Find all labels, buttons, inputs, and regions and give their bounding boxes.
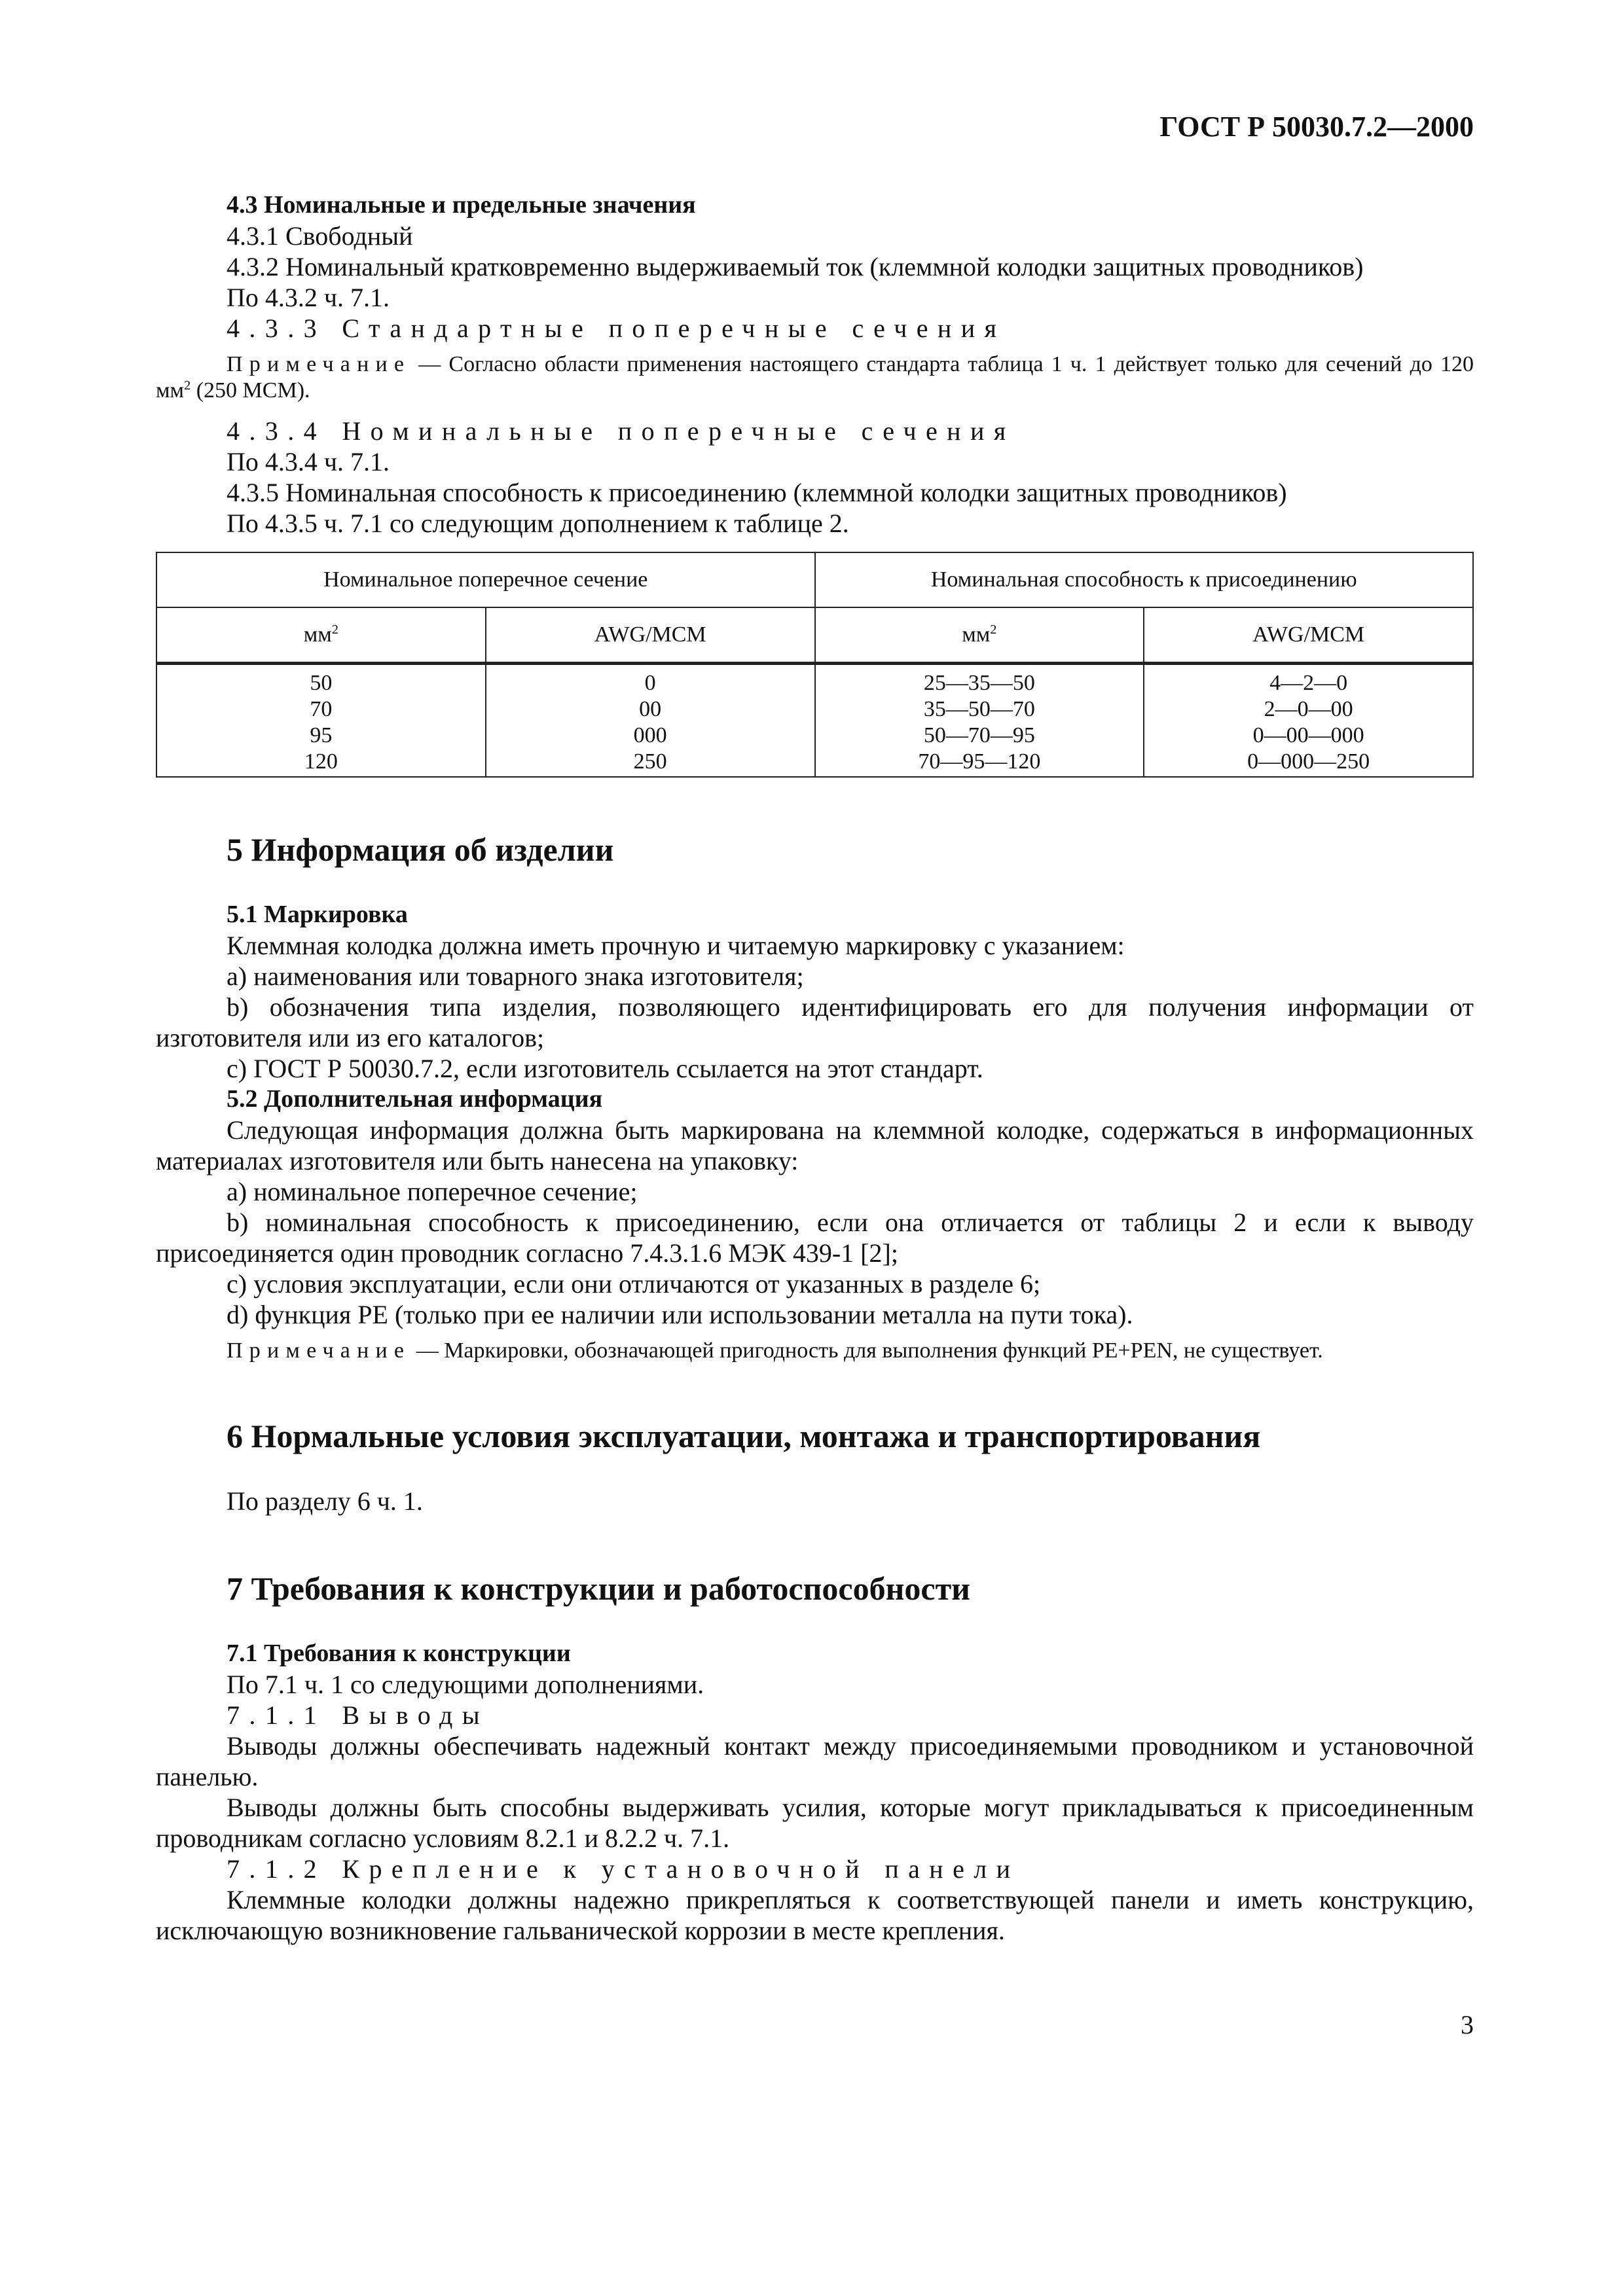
paragraph-5-1-intro: Клеммная колодка должна иметь прочную и читаемую маркировку с указанием: — [227, 931, 1125, 960]
note-5-2 — [156, 1338, 1474, 1364]
table-cell: 70 — [156, 696, 486, 723]
section-5-title: 5 Информация об изделии — [227, 831, 614, 868]
table-group-header: Номинальная способность к присоединению — [815, 552, 1474, 607]
document-header: ГОСТ Р 50030.7.2—2000 — [1159, 111, 1474, 143]
paragraph-4-3-5-ref: По 4.3.5 ч. 7.1 со следующим дополнением к таблице 2. — [227, 509, 849, 538]
table-group-header: Номинальное поперечное сечение — [156, 552, 815, 607]
table-cell: 35—50—70 — [815, 696, 1144, 723]
table-cell: 0 — [486, 664, 815, 697]
table-cell: 250 — [486, 749, 815, 777]
table-row — [156, 664, 1473, 697]
table-col-mm: $мм^2$ — [156, 607, 486, 664]
paragraph-4-3-5: 4.3.5 Номинальная способность к присоединению (клеммной колодки защитных проводников) — [227, 478, 1287, 507]
table-cell: 00 — [486, 696, 815, 723]
list-item-5-1-b: b) обозначения типа изделия, позволяющего идентифицировать его для получения информации от изготовителя или из его каталогов; — [156, 992, 1474, 1052]
paragraph-7-1-1: 7.1.1 Выводы — [227, 1700, 490, 1730]
note-4-3-3 — [156, 351, 1474, 404]
table-cell: 50—70—95 — [815, 723, 1144, 749]
table-col-awg: AWG/MCM — [1144, 607, 1473, 664]
list-item-5-1-a: а) наименования или товарного знака изготовителя; — [227, 961, 804, 991]
table-row — [156, 696, 1473, 723]
paragraph-7-1-1-p2: Выводы должны быть способны выдерживать усилия, которые могут прикладываться к присоединенным проводникам согласно условиям 8.2.1 и 8.2.2 ч. 7.1. — [156, 1793, 1474, 1853]
table-cell: 120 — [156, 749, 486, 777]
table-cell: 000 — [486, 723, 815, 749]
list-item-5-1-c: с) ГОСТ Р 50030.7.2, если изготовитель ссылается на этот стандарт. — [227, 1054, 983, 1083]
note-text-end: (250 МСМ). — [191, 378, 310, 403]
section-7-title: 7 Требования к конструкции и работоспособности — [227, 1570, 970, 1607]
paragraph-5-2-intro: Следующая информация должна быть маркирована на клеммной колодке, содержаться в информационных материалах изготовителя или быть нанесена на упаковку: — [156, 1115, 1474, 1175]
note-superscript: 2 — [184, 378, 191, 393]
table-cell: 0—00—000 — [1144, 723, 1473, 749]
table-cell: 25—35—50 — [815, 664, 1144, 697]
section-6-title: 6 Нормальные условия эксплуатации, монтажа и транспортирования — [227, 1418, 1261, 1454]
table-cell: 50 — [156, 664, 486, 697]
table-row — [156, 723, 1473, 749]
section-4-3-title: 4.3 Номинальные и предельные значения — [227, 191, 696, 219]
list-item-5-2-a: а) номинальное поперечное сечение; — [227, 1177, 638, 1206]
page-number: 3 — [1461, 2010, 1474, 2039]
note-text: — Согласно области применения настоящего стандарта таблица 1 ч. 1 действует только для сечений до 120 мм — [156, 352, 1474, 403]
table-cell: 2—0—00 — [1144, 696, 1473, 723]
paragraph-7-1: По 7.1 ч. 1 со следующими дополнениями. — [227, 1670, 704, 1699]
paragraph-7-1-1-p1: Выводы должны обеспечивать надежный контакт между присоединяемыми проводником и установочной панелью. — [156, 1731, 1474, 1791]
paragraph-7-1-2: 7.1.2 Крепление к установочной панели — [227, 1854, 1020, 1884]
page-content — [156, 190, 1474, 1946]
section-5-2-title: 5.2 Дополнительная информация — [227, 1085, 603, 1113]
cross-section-table — [156, 552, 1474, 778]
note-label: Примечание — [227, 352, 411, 376]
list-item-5-2-b: b) номинальная способность к присоединению, если она отличается от таблицы 2 и если к выводу присоединяется один проводник согласно 7.4.3.1.6 МЭК 439-1 [2]; — [156, 1208, 1474, 1268]
section-7-1-title: 7.1 Требования к конструкции — [227, 1640, 571, 1667]
list-item-5-2-c: с) условия эксплуатации, если они отличаются от указанных в разделе 6; — [227, 1269, 1041, 1299]
paragraph-4-3-3: 4.3.3 Стандартные поперечные сечения — [227, 314, 1006, 343]
table-cell: 4—2—0 — [1144, 664, 1473, 697]
paragraph-4-3-2: 4.3.2 Номинальный кратковременно выдерживаемый ток (клеммной колодки защитных проводников) — [227, 252, 1364, 281]
paragraph-4-3-4-ref: По 4.3.4 ч. 7.1. — [227, 447, 390, 476]
table-cell: 70—95—120 — [815, 749, 1144, 777]
paragraph-4-3-4: 4.3.4 Номинальные поперечные сечения — [227, 416, 1015, 446]
paragraph-7-1-2-p1: Клеммные колодки должны надежно прикрепляться к соответствующей панели и иметь конструкцию, исключающую возникновение гальванической коррозии в месте крепления. — [156, 1885, 1474, 1945]
note-label: Примечание — [227, 1338, 411, 1363]
note-text: — Маркировки, обозначающей пригодность для выполнения функций PE+PEN, не существует. — [410, 1338, 1323, 1363]
list-item-5-2-d: d) функция РЕ (только при ее наличии или использовании металла на пути тока). — [227, 1300, 1133, 1329]
paragraph-6: По разделу 6 ч. 1. — [227, 1486, 423, 1516]
paragraph-4-3-2-ref: По 4.3.2 ч. 7.1. — [227, 283, 390, 312]
table-col-awg: AWG/MCM — [486, 607, 815, 664]
paragraph-4-3-1: 4.3.1 Свободный — [227, 221, 413, 251]
section-5-1-title: 5.1 Маркировка — [227, 901, 408, 928]
table-cell: 95 — [156, 723, 486, 749]
table-row — [156, 749, 1473, 777]
table-col-mm: $мм^2$ — [815, 607, 1144, 664]
table-cell: 0—000—250 — [1144, 749, 1473, 777]
